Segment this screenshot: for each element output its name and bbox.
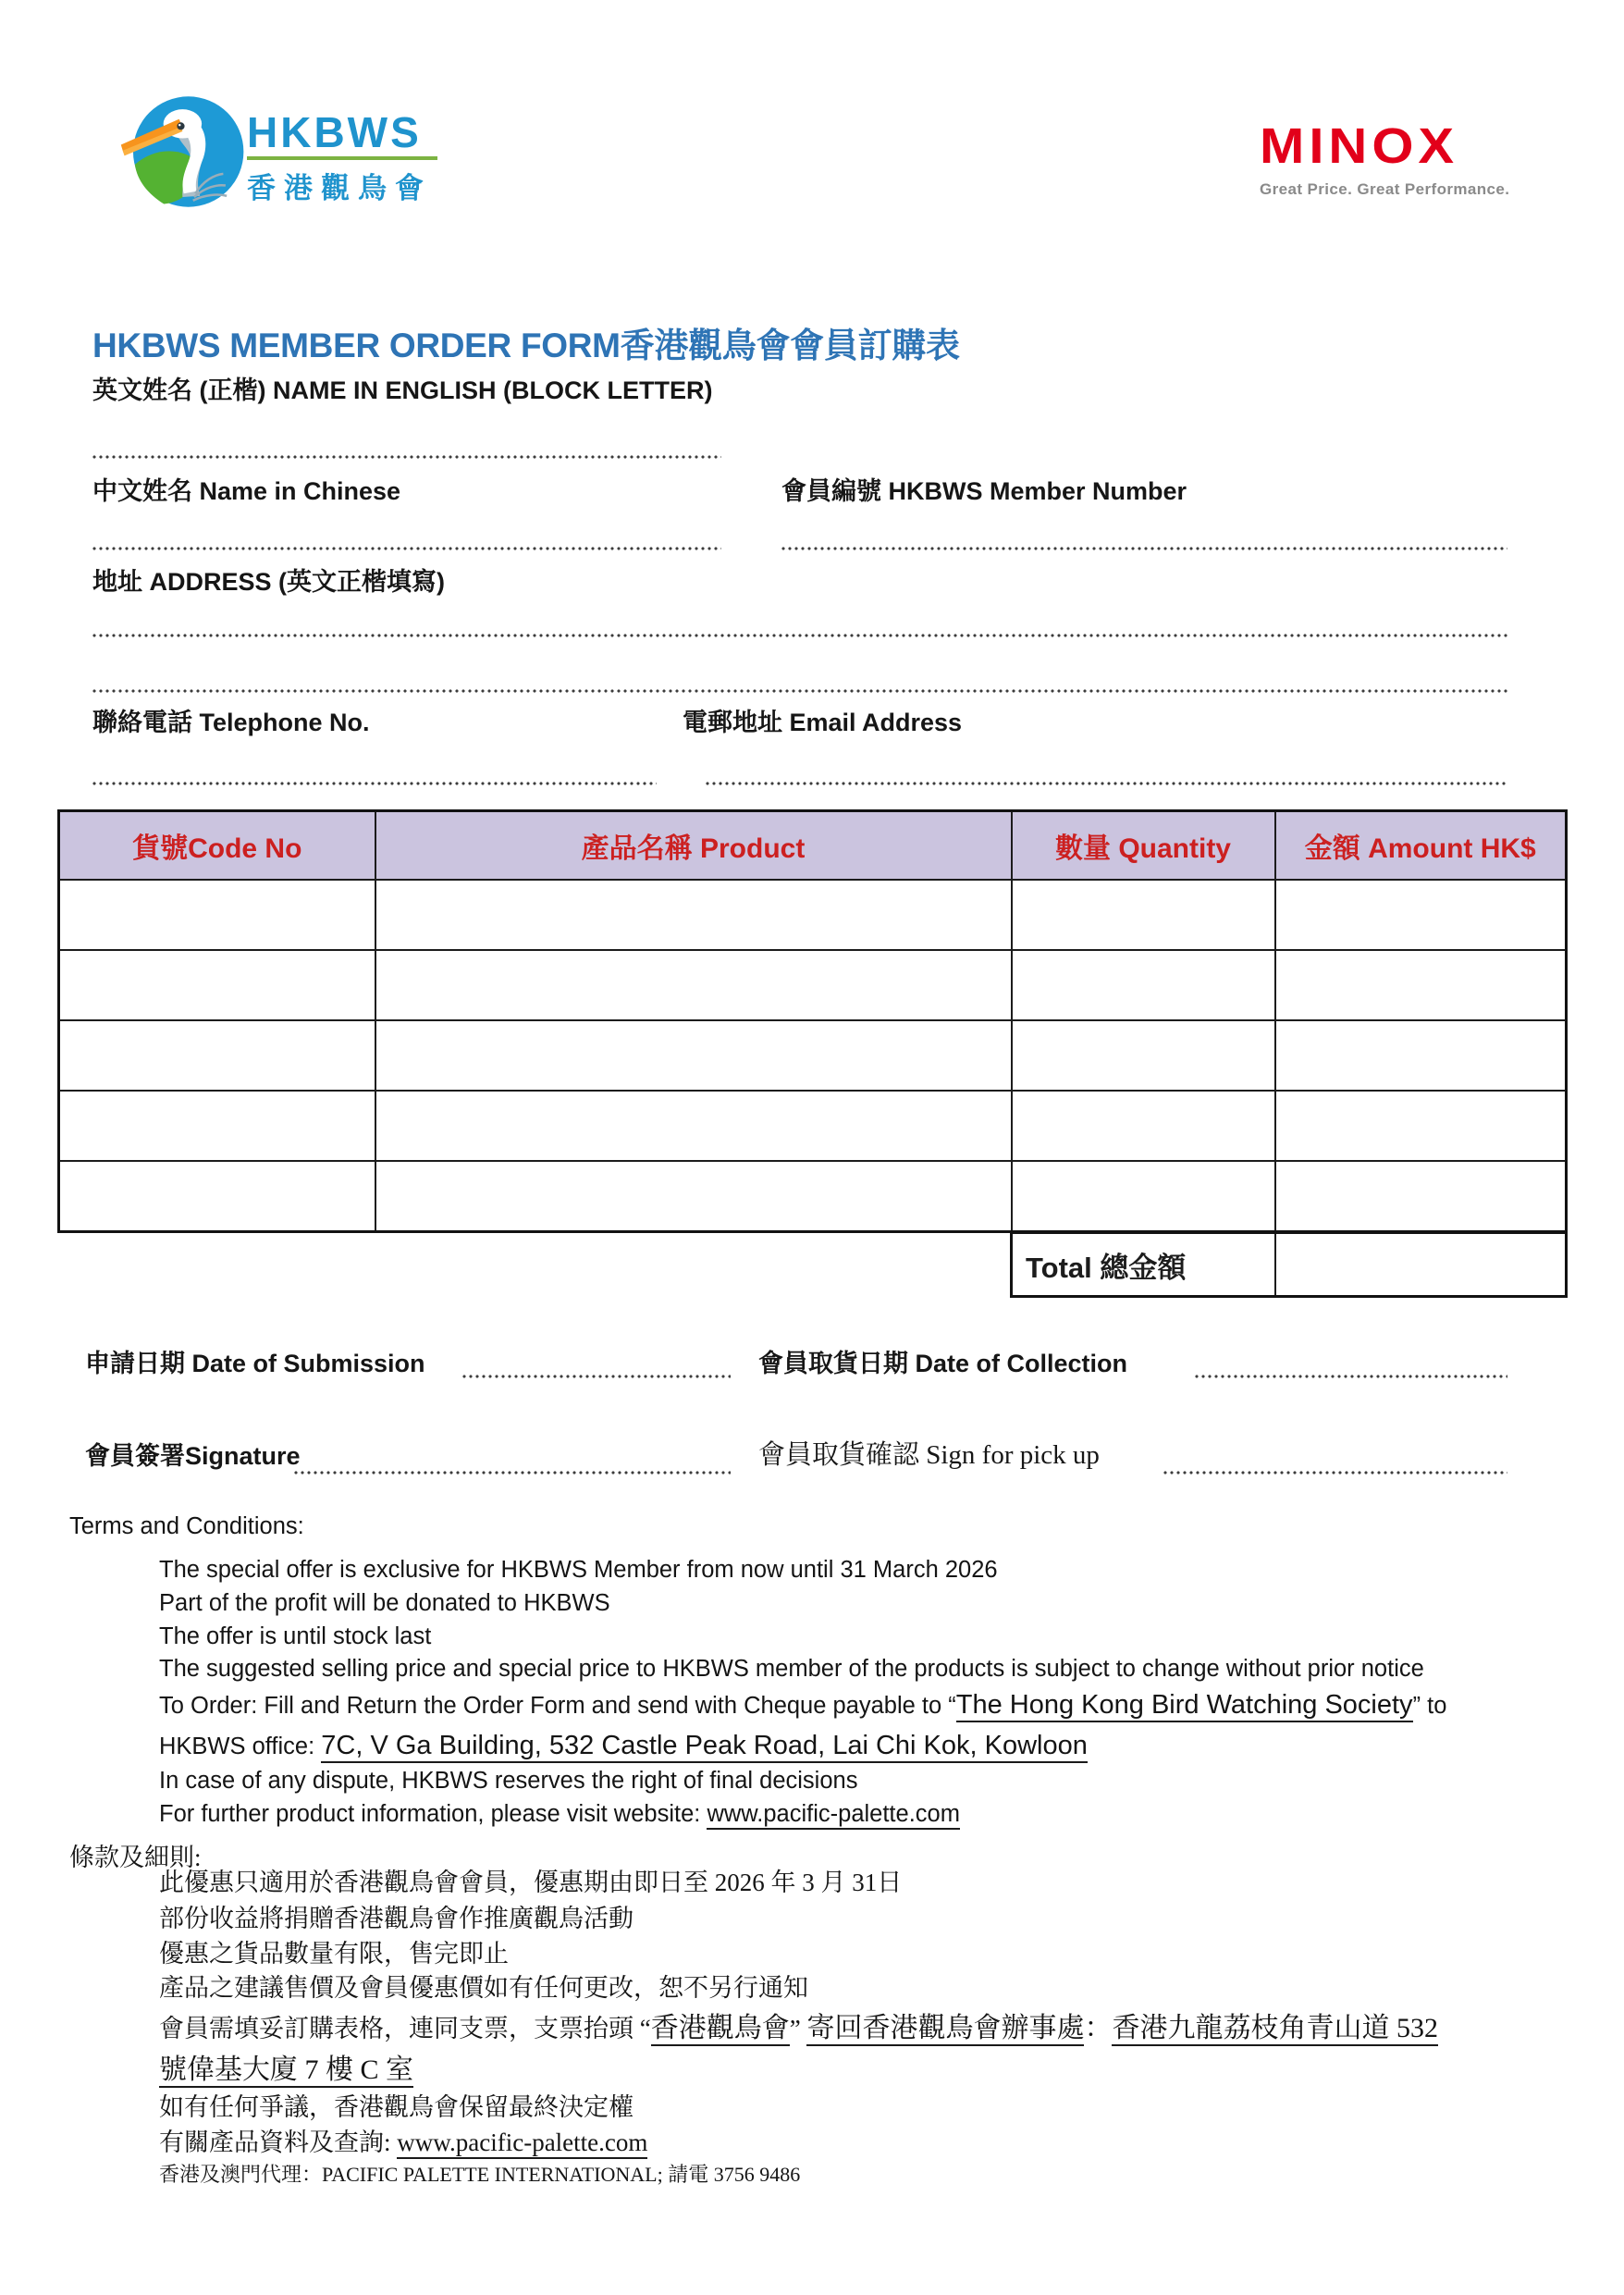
order-row <box>59 1091 1567 1161</box>
label-date-of-collection: 會員取貨日期 Date of Collection <box>758 1350 1128 1377</box>
website-link[interactable]: www.pacific-palette.com <box>707 1801 960 1830</box>
terms-en-item-3: The offer is until stock last <box>159 1623 432 1649</box>
terms-zh-item-4: 產品之建議售價及會員優惠價如有任何更改，恕不另行通知 <box>159 1974 808 2002</box>
label-sign-for-pickup: 會員取貨確認 Sign for pick up <box>758 1440 1100 1470</box>
order-cell[interactable] <box>1012 1161 1275 1232</box>
website-prefix: For further product information, please visit website: <box>159 1801 707 1827</box>
order-cell[interactable] <box>375 1161 1012 1232</box>
cheque-address-zh-line2: 號偉基大廈 7 樓 C 室 <box>159 2054 413 2088</box>
order-total-row <box>1010 1231 1568 1298</box>
info-prefix: 有關產品資料及查詢: <box>159 2128 398 2156</box>
terms-zh-item-info <box>159 2122 647 2158</box>
cheque-payee-en: The Hong Kong Bird Watching Society <box>956 1690 1413 1722</box>
order-cell[interactable] <box>1275 880 1567 950</box>
header-quantity: 數量 Quantity <box>1012 811 1275 881</box>
email-blank[interactable] <box>706 782 1507 785</box>
order-cell[interactable] <box>59 1020 375 1091</box>
hkbws-acronym: HKBWS <box>247 108 422 156</box>
terms-en-item-1: The special offer is exclusive for HKBWS Member from now until 31 March 2026 <box>159 1557 998 1583</box>
cheque-payee-zh: 香港觀鳥會 <box>651 2013 790 2046</box>
terms-en-item-2: Part of the profit will be donated to HKBWS <box>159 1590 610 1616</box>
member-number-blank[interactable] <box>781 547 1507 550</box>
hkbws-chinese-name: 香港觀鳥會 <box>247 172 432 204</box>
terms-en-item-dispute: In case of any dispute, HKBWS reserves the right of final decisions <box>159 1768 858 1794</box>
order-cell[interactable] <box>1012 1020 1275 1091</box>
order-cell[interactable] <box>59 880 375 950</box>
address-blank-line1[interactable] <box>92 634 1507 637</box>
header-amount: 金額 Amount HK$ <box>1275 811 1567 881</box>
order-cell[interactable] <box>1275 1020 1567 1091</box>
terms-zh-item-dispute: 如有任何爭議，香港觀鳥會保留最終決定權 <box>159 2093 634 2121</box>
order-cell[interactable] <box>1275 1161 1567 1232</box>
terms-zh-item-3: 優惠之貨品數量有限，售完即止 <box>159 1940 509 1968</box>
order-row <box>59 1161 1567 1232</box>
name-english-blank[interactable] <box>92 455 721 459</box>
label-email: 電郵地址 Email Address <box>683 709 963 736</box>
terms-zh-item-1: 此優惠只適用於香港觀鳥會會員，優惠期由即日至 2026 年 3 月 31日 <box>159 1869 903 1896</box>
address-blank-line2[interactable] <box>92 689 1507 693</box>
hkbws-logo-text-block <box>247 108 437 206</box>
order-row <box>59 880 1567 950</box>
label-date-of-submission: 申請日期 Date of Submission <box>85 1350 425 1377</box>
cheque-office-zh: 寄回香港觀鳥會辦事處 <box>806 2013 1084 2046</box>
minox-wordmark: MINOX <box>1260 118 1459 175</box>
label-address: 地址 ADDRESS (英文正楷填寫) <box>92 568 446 596</box>
order-row <box>59 1020 1567 1091</box>
order-table-header-row <box>59 811 1567 881</box>
terms-zh-heading: 條款及細則: <box>69 1844 202 1871</box>
agent-line: 香港及澳門代理：PACIFIC PALETTE INTERNATIONAL; 請電 3756 9486 <box>159 2163 801 2186</box>
total-amount-cell[interactable] <box>1275 1233 1567 1297</box>
order-cell[interactable] <box>1275 950 1567 1020</box>
office-address-en: 7C, V Ga Building, 532 Castle Peak Road, Lai Chi Kok, Kowloon <box>321 1731 1088 1763</box>
terms-zh-item-cheque <box>159 2005 1438 2045</box>
date-of-collection-blank[interactable] <box>1195 1375 1507 1378</box>
label-telephone: 聯絡電話 Telephone No. <box>92 709 370 736</box>
order-cell[interactable] <box>375 1020 1012 1091</box>
order-cell[interactable] <box>59 950 375 1020</box>
form-title: HKBWS MEMBER ORDER FORM香港觀鳥會會員訂購表 <box>92 327 960 364</box>
minox-tagline: Great Price. Great Performance. <box>1260 180 1510 198</box>
hkbws-green-rule <box>247 156 437 160</box>
order-cell[interactable] <box>59 1161 375 1232</box>
order-table <box>57 809 1568 1233</box>
cheque-mid: ” <box>789 2015 807 2042</box>
label-signature: 會員簽署Signature <box>85 1442 301 1470</box>
signature-blank[interactable] <box>294 1471 731 1474</box>
terms-en-heading: Terms and Conditions: <box>69 1513 304 1539</box>
terms-zh-item-cheque-line2 <box>159 2046 413 2087</box>
order-cell[interactable] <box>375 1091 1012 1161</box>
label-member-number: 會員編號 HKBWS Member Number <box>781 477 1187 505</box>
info-link[interactable]: www.pacific-palette.com <box>397 2128 647 2159</box>
sign-for-pickup-blank[interactable] <box>1163 1471 1507 1474</box>
cheque-colon: ： <box>1084 2013 1113 2043</box>
order-cell[interactable] <box>375 950 1012 1020</box>
terms-en-item-4: The suggested selling price and special price to HKBWS member of the products is subject to change without prior notice <box>159 1656 1424 1682</box>
name-chinese-blank[interactable] <box>92 547 721 550</box>
cheque-address-zh-line1: 香港九龍荔枝角青山道 532 <box>1112 2013 1438 2046</box>
terms-en-item-to-order <box>159 1690 1446 1721</box>
order-cell[interactable] <box>1012 880 1275 950</box>
order-cell[interactable] <box>375 880 1012 950</box>
order-cell[interactable] <box>1012 950 1275 1020</box>
order-cell[interactable] <box>1275 1091 1567 1161</box>
hkbws-logo <box>117 93 244 216</box>
terms-en-item-website <box>159 1801 960 1828</box>
egret-icon <box>117 93 244 211</box>
header-product: 產品名稱 Product <box>375 811 1012 881</box>
order-cell[interactable] <box>1012 1091 1275 1161</box>
terms-zh-item-2: 部份收益將捐贈香港觀鳥會作推廣觀鳥活動 <box>159 1905 634 1932</box>
order-cell[interactable] <box>59 1091 375 1161</box>
minox-logo <box>1260 118 1510 199</box>
header-code-no: 貨號Code No <box>59 811 375 881</box>
office-prefix: HKBWS office: <box>159 1734 322 1759</box>
label-name-chinese: 中文姓名 Name in Chinese <box>92 477 401 505</box>
total-label: Total 總金額 <box>1012 1233 1275 1297</box>
to-order-suffix: ” to <box>1412 1693 1447 1719</box>
terms-en-item-office <box>159 1731 1088 1761</box>
telephone-blank[interactable] <box>92 782 657 785</box>
cheque-prefix: 會員需填妥訂購表格，連同支票，支票抬頭 “ <box>159 2015 651 2042</box>
order-row <box>59 950 1567 1020</box>
label-name-english: 英文姓名 (正楷) NAME IN ENGLISH (BLOCK LETTER) <box>92 376 713 404</box>
date-of-submission-blank[interactable] <box>462 1375 731 1378</box>
to-order-prefix: To Order: Fill and Return the Order Form and send with Cheque payable to “ <box>159 1693 956 1719</box>
